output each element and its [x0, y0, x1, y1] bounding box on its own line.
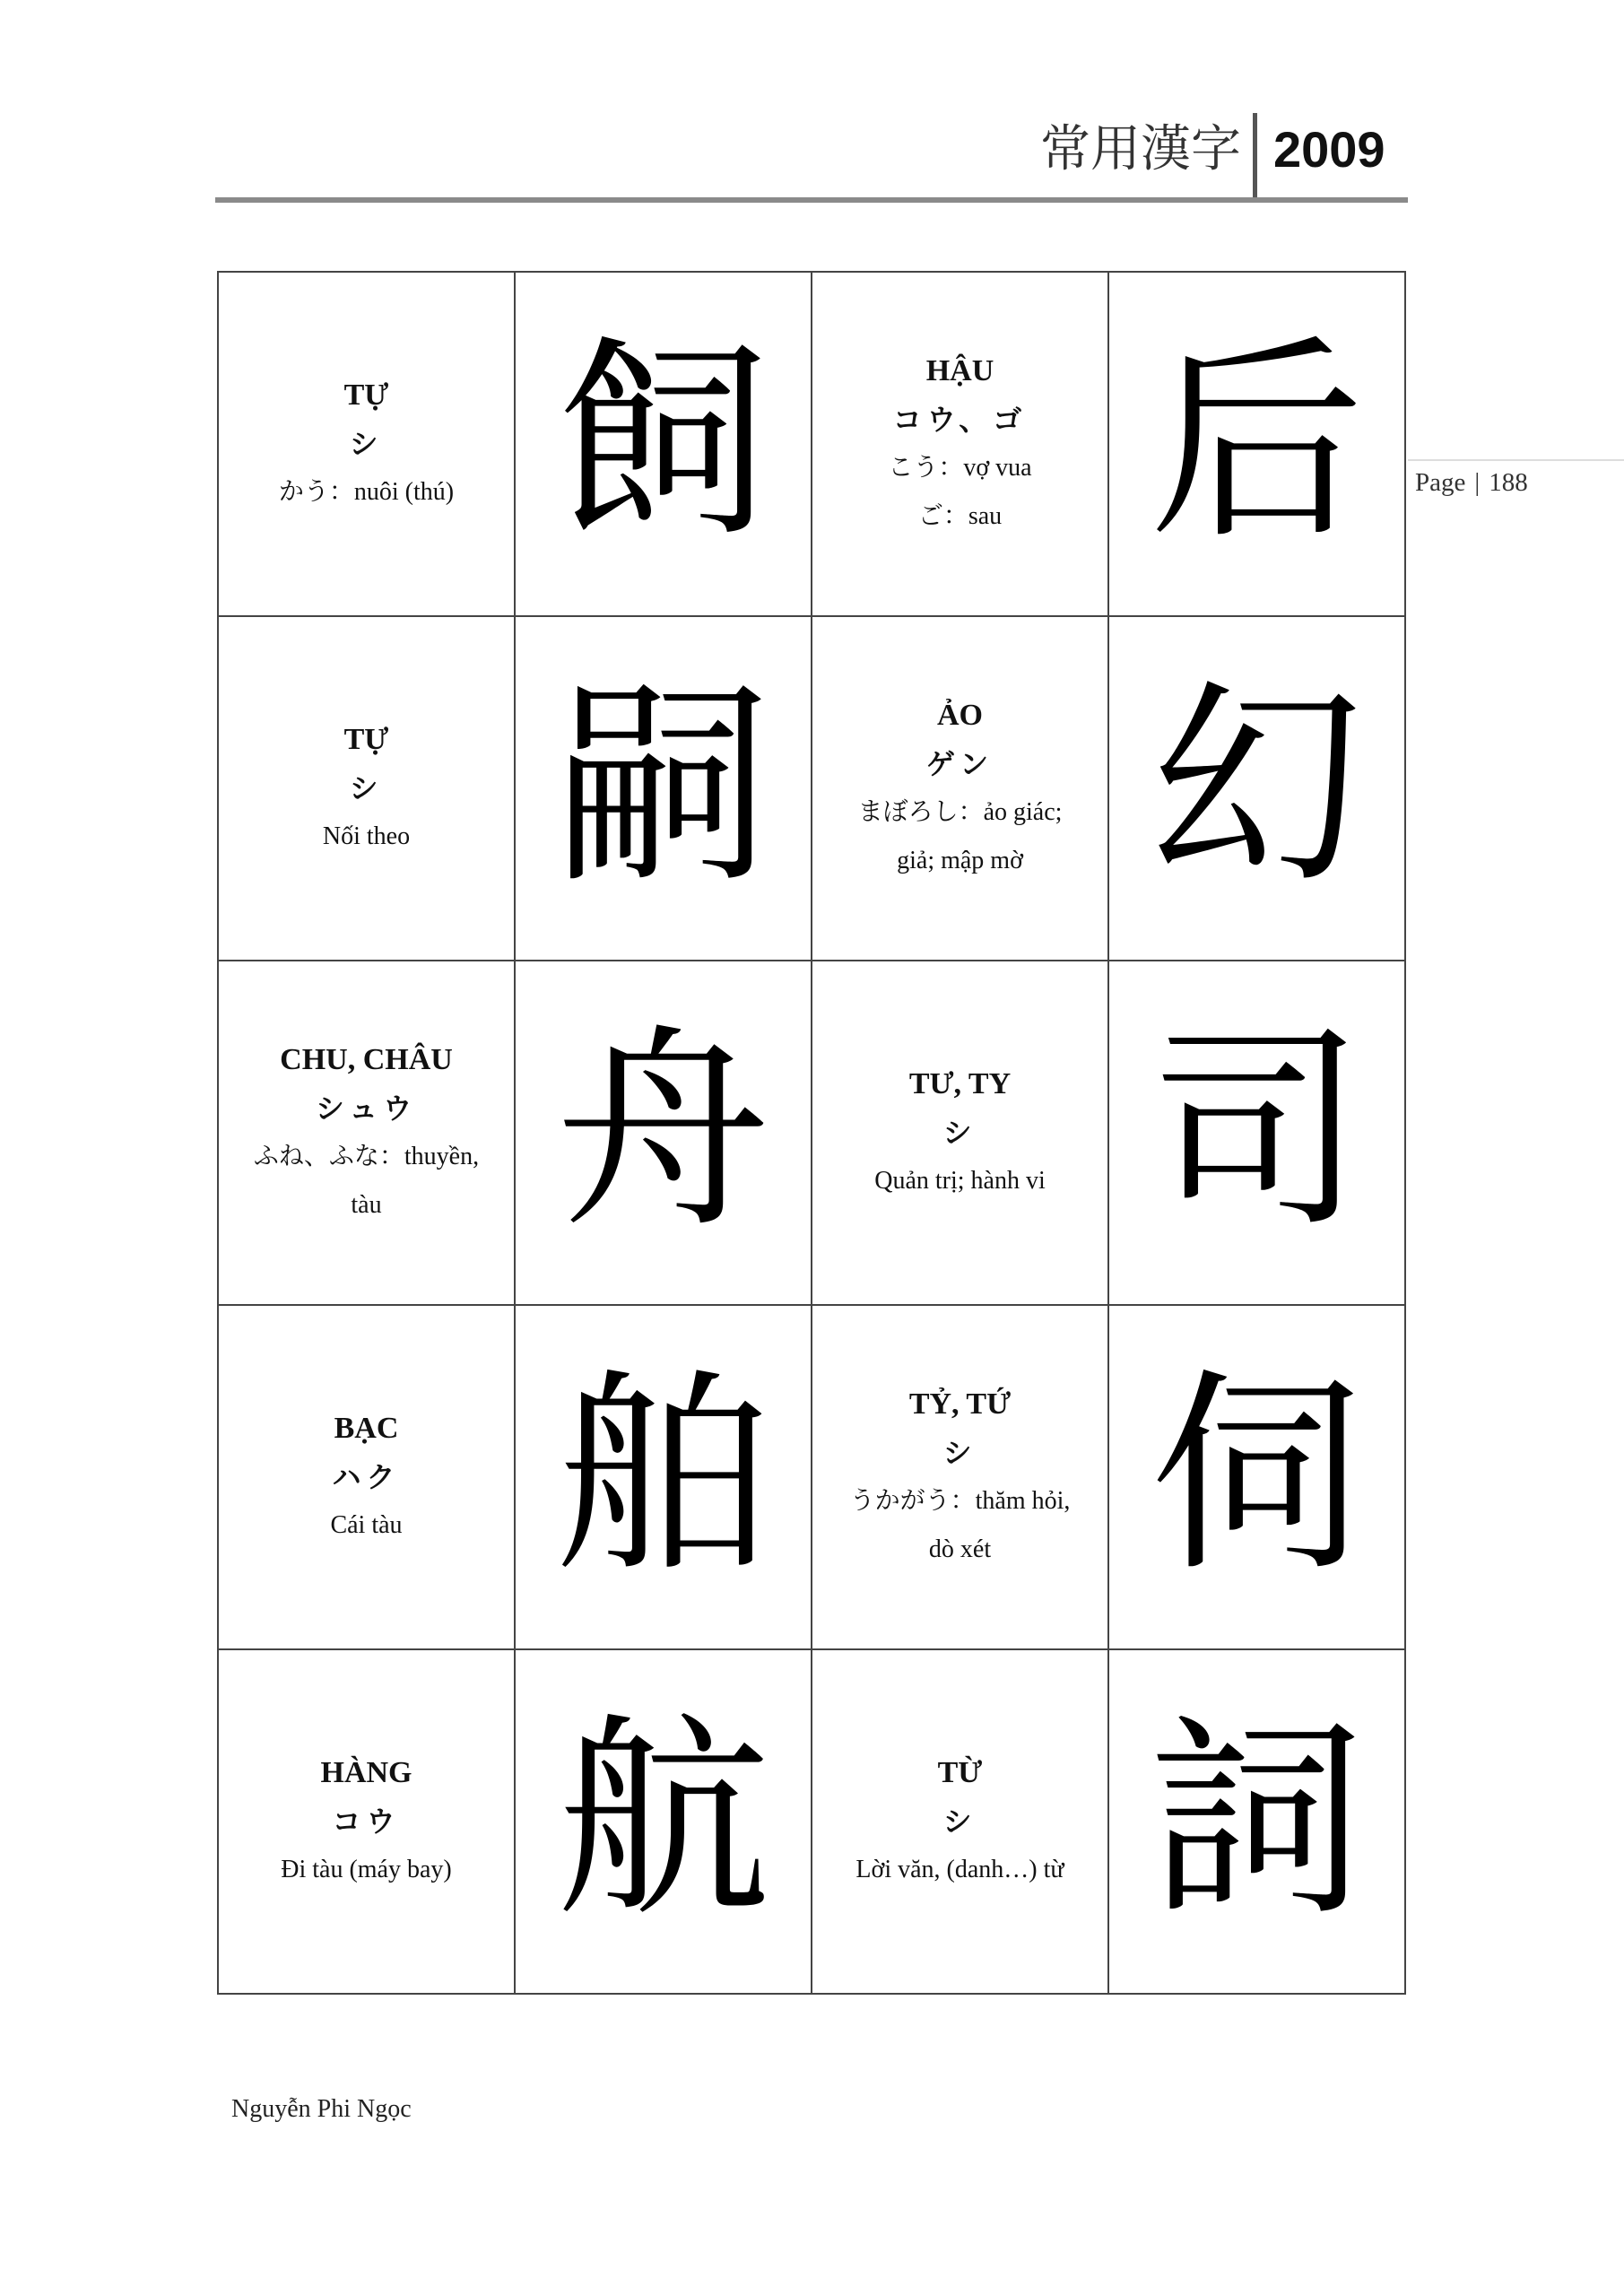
document-title: 常用漢字	[1040, 122, 1241, 178]
kanji-character: 幻	[1149, 669, 1365, 908]
kanji-cell	[516, 273, 812, 617]
meaning-line: Đi tàu (máy bay)	[281, 1856, 452, 1883]
kanji-character: 航	[555, 1702, 771, 1941]
on-reading: シ	[942, 1437, 977, 1469]
document-year: 2009	[1273, 121, 1385, 178]
entry-cell	[219, 961, 516, 1306]
meaning-line: dò xét	[928, 1535, 992, 1563]
meaning-line: ご：sau	[917, 502, 1003, 530]
kanji-character: 司	[1149, 1013, 1365, 1252]
kanji-cell	[1109, 961, 1406, 1306]
on-reading: ゲン	[925, 748, 994, 780]
on-reading: シ	[349, 428, 384, 460]
meaning-line: Nối theo	[322, 822, 411, 850]
kanji-cell	[1109, 1306, 1406, 1650]
page-number	[1415, 465, 1528, 500]
meaning-line: Cái tàu	[330, 1511, 403, 1539]
han-viet-reading: TƯ, TY	[908, 1067, 1012, 1100]
entry-cell	[812, 273, 1109, 617]
on-reading: コウ	[332, 1805, 401, 1838]
kanji-cell	[516, 1306, 812, 1650]
han-viet-reading: TỰ	[343, 378, 389, 412]
entry-cell	[219, 273, 516, 617]
on-reading: ハク	[332, 1461, 401, 1493]
han-viet-reading: ẢO	[937, 699, 983, 732]
kanji-table	[217, 271, 1406, 1995]
meaning-line: こう：vợ vua	[888, 454, 1032, 482]
header-divider	[1253, 113, 1257, 201]
header-rule	[215, 197, 1408, 203]
kanji-cell	[1109, 617, 1406, 961]
meaning-line: giả; mập mờ	[897, 847, 1023, 874]
page-number-rule	[1408, 459, 1624, 461]
han-viet-reading: BẠC	[334, 1412, 399, 1445]
kanji-character: 詞	[1149, 1702, 1365, 1941]
entry-cell	[812, 1650, 1109, 1995]
kanji-cell	[516, 617, 812, 961]
kanji-character: 后	[1149, 325, 1365, 563]
meaning-line: かう：nuôi (thú)	[278, 478, 455, 506]
on-reading: シ	[942, 1117, 977, 1149]
entry-cell	[219, 1650, 516, 1995]
han-viet-reading: HẬU	[925, 354, 994, 387]
entry-cell	[812, 961, 1109, 1306]
kanji-cell	[516, 961, 812, 1306]
han-viet-reading: TỪ	[937, 1756, 983, 1789]
meaning-line: ふね、ふな：thuyền,	[253, 1143, 480, 1170]
meaning-line: まぼろし：ảo giác;	[857, 798, 1063, 826]
entry-cell	[812, 1306, 1109, 1650]
page-word: Page	[1415, 468, 1466, 497]
kanji-character: 伺	[1149, 1358, 1365, 1596]
on-reading: シ	[349, 772, 384, 804]
kanji-cell	[1109, 1650, 1406, 1995]
kanji-cell	[516, 1650, 812, 1995]
on-reading: シュウ	[315, 1092, 418, 1125]
han-viet-reading: TỰ	[343, 723, 389, 756]
on-reading: シ	[942, 1805, 977, 1838]
meaning-line: tàu	[351, 1191, 382, 1219]
entry-cell	[219, 1306, 516, 1650]
author-name: Nguyễn Phi Ngọc	[231, 2095, 412, 2123]
page-number-value: 188	[1489, 468, 1528, 497]
on-reading: コウ、ゴ	[892, 404, 1028, 436]
entry-cell	[219, 617, 516, 961]
kanji-character: 飼	[555, 325, 771, 563]
meaning-line: うかがう：thăm hỏi,	[849, 1487, 1071, 1515]
kanji-character: 舶	[555, 1358, 771, 1596]
entry-cell	[812, 617, 1109, 961]
han-viet-reading: CHU, CHÂU	[280, 1043, 453, 1076]
han-viet-reading: HÀNG	[320, 1756, 413, 1789]
page-separator: |	[1474, 468, 1481, 497]
meaning-line: Quản trị; hành vi	[874, 1167, 1046, 1195]
han-viet-reading: TỶ, TỨ	[908, 1387, 1012, 1421]
meaning-line: Lời văn, (danh…) từ	[855, 1856, 1064, 1883]
kanji-character: 嗣	[555, 669, 771, 908]
kanji-character: 舟	[555, 1013, 771, 1252]
kanji-cell	[1109, 273, 1406, 617]
